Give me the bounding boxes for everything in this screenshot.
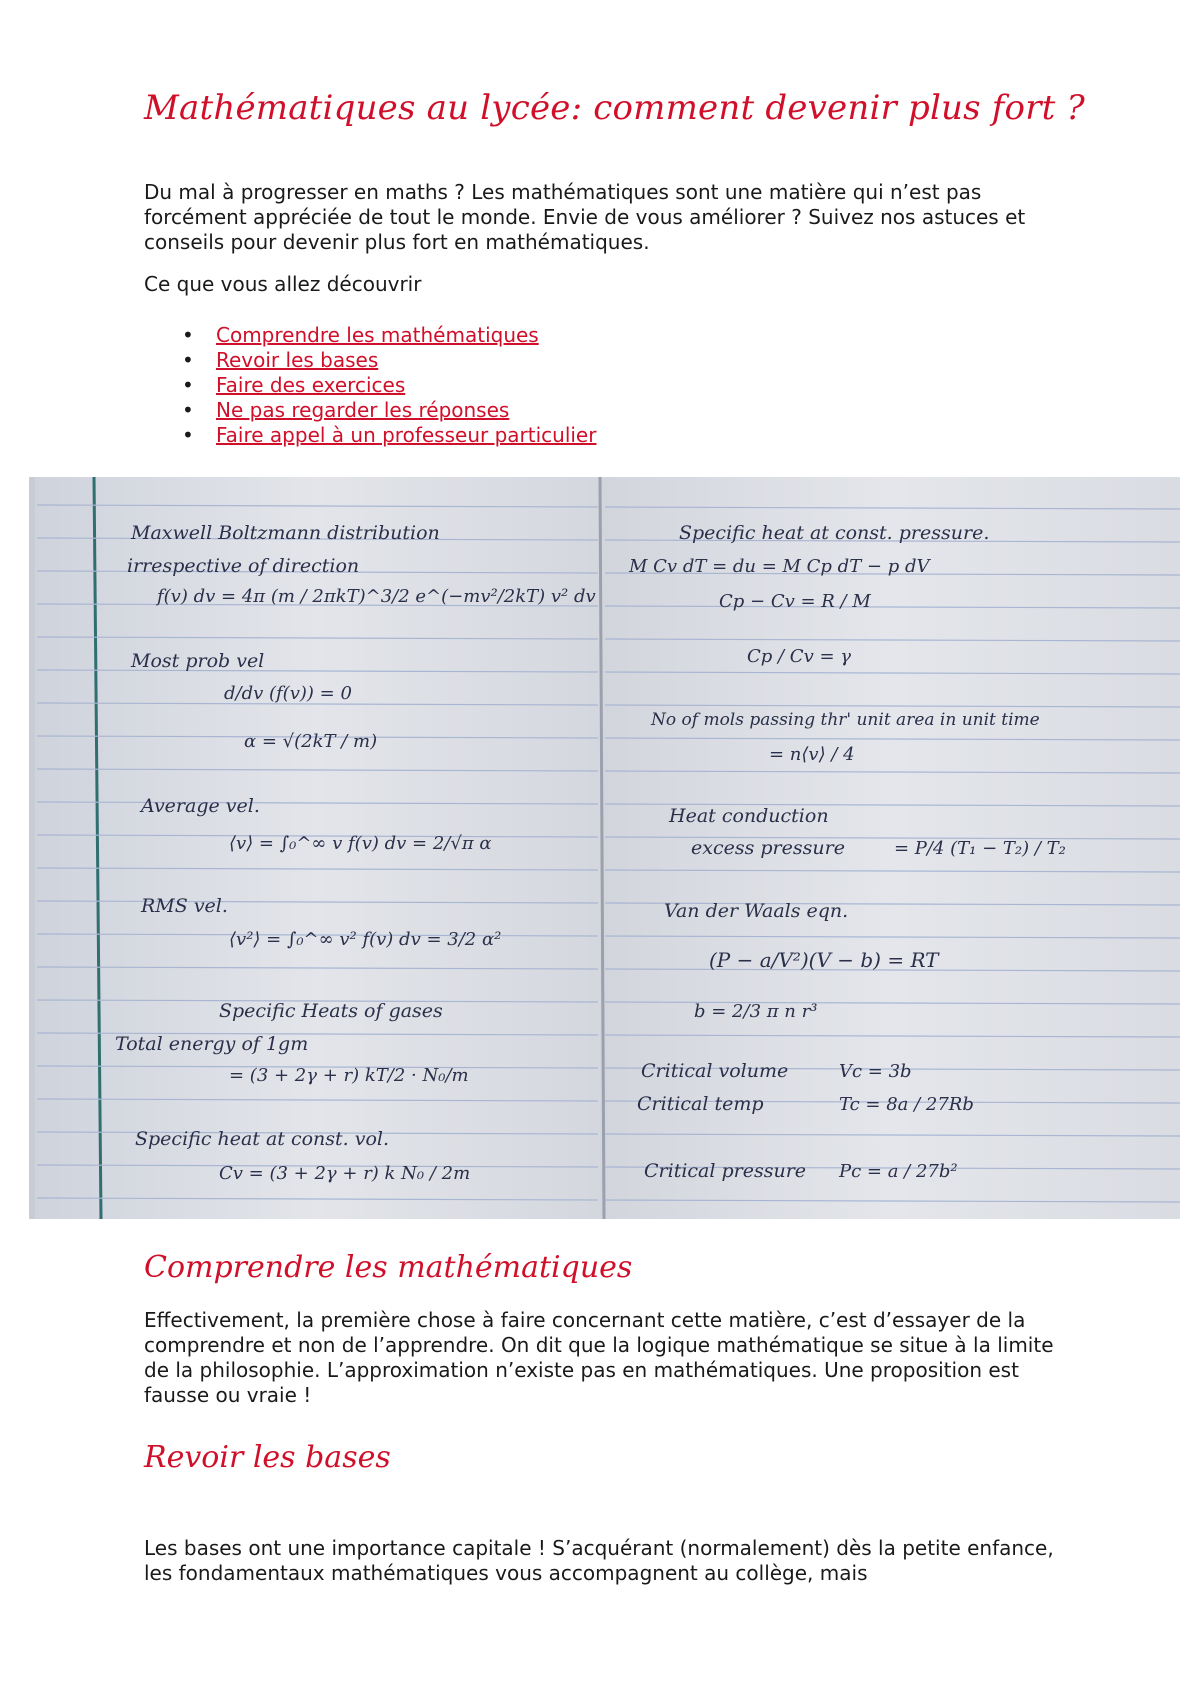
bullet-icon: • [182, 323, 194, 347]
note-text: Critical temp [637, 1093, 764, 1115]
note-text: irrespective of direction [127, 555, 360, 577]
note-text: Specific heat at const. pressure. [679, 522, 990, 544]
formula-text: α = √(2kT / m) [244, 731, 378, 752]
table-of-contents [144, 323, 596, 448]
notebook-photo [29, 477, 1180, 1219]
toc-link-professeur[interactable]: Faire appel à un professeur particulier [216, 423, 597, 447]
formula-text: = P/4 (T₁ − T₂) / T₂ [894, 838, 1066, 859]
toc-link-revoir[interactable]: Revoir les bases [216, 348, 379, 372]
note-text: Van der Waals eqn. [664, 900, 849, 922]
section-body-comprendre: Effectivement, la première chose à faire concernant cette matière, c’est d’essayer de la comprendre et non de l’apprendre. On dit que la logique mathématique se situe à la limite de la philosophie. L’approximation n’existe pas en mathématiques. Une proposition est fausse ou vraie ! [144, 1308, 1054, 1407]
toc-link-reponses[interactable]: Ne pas regarder les réponses [216, 398, 510, 422]
toc-item [144, 398, 596, 423]
formula-text: d/dv (f(v)) = 0 [224, 683, 352, 704]
note-text: RMS vel. [141, 895, 228, 917]
bullet-icon: • [182, 398, 194, 422]
formula-text: = (3 + 2γ + r) kT/2 · N₀/m [229, 1065, 469, 1086]
note-text: Total energy of 1gm [115, 1033, 309, 1055]
formula-text: f(v) dv = 4π (m / 2πkT)^3/2 e^(−mv²/2kT) v² dv [157, 586, 596, 607]
note-text: Heat conduction [669, 805, 829, 827]
note-text: Critical volume [641, 1060, 789, 1082]
toc-link-comprendre[interactable]: Comprendre les mathématiques [216, 323, 539, 347]
formula-text: ⟨v²⟩ = ∫₀^∞ v² f(v) dv = 3/2 α² [229, 929, 502, 950]
toc-item [144, 323, 596, 348]
section-body-revoir: Les bases ont une importance capitale ! S’acquérant (normalement) dès la petite enfance, les fondamentaux mathématiques vous accompagnent au collège, mais [144, 1536, 1054, 1585]
note-text: Specific Heats of gases [219, 1000, 443, 1022]
formula-text: M Cv dT = du = M Cp dT − p dV [629, 556, 930, 577]
note-text: No of mols passing thr' unit area in unit time [651, 710, 1040, 730]
formula-text: ⟨v⟩ = ∫₀^∞ v f(v) dv = 2/√π α [229, 833, 492, 854]
formula-text: = n⟨v⟩ / 4 [769, 744, 855, 765]
formula-text: b = 2/3 π n r³ [694, 1001, 818, 1022]
bullet-icon: • [182, 373, 194, 397]
bullet-icon: • [182, 423, 194, 447]
page-title: Mathématiques au lycée: comment devenir plus fort ? [144, 88, 1085, 128]
formula-text: Pc = a / 27b² [839, 1161, 958, 1182]
note-text: Specific heat at const. vol. [135, 1128, 390, 1150]
note-text: Maxwell Boltzmann distribution [131, 522, 440, 544]
formula-text: Cp / Cv = γ [747, 646, 852, 667]
toc-item [144, 423, 596, 448]
formula-text: Cp − Cv = R / M [719, 591, 871, 612]
toc-item [144, 348, 596, 373]
intro-paragraph: Du mal à progresser en maths ? Les mathématiques sont une matière qui n’est pas forcément appréciée de tout le monde. Envie de vous améliorer ? Suivez nos astuces et conseils pour devenir plus fort en mathématiques. [144, 180, 1026, 254]
note-text: Average vel. [141, 795, 260, 817]
toc-link-exercices[interactable]: Faire des exercices [216, 373, 406, 397]
note-text: Most prob vel [131, 650, 265, 672]
section-heading-revoir: Revoir les bases [144, 1440, 391, 1475]
toc-item [144, 373, 596, 398]
section-heading-comprendre: Comprendre les mathématiques [144, 1250, 633, 1285]
bullet-icon: • [182, 348, 194, 372]
formula-text: Vc = 3b [839, 1061, 912, 1082]
formula-text: Cv = (3 + 2γ + r) k N₀ / 2m [219, 1163, 471, 1184]
note-text: excess pressure [691, 837, 845, 859]
formula-text: Tc = 8a / 27Rb [839, 1094, 974, 1115]
toc-heading: Ce que vous allez découvrir [144, 272, 422, 296]
formula-text: (P − a/V²)(V − b) = RT [709, 948, 939, 972]
note-text: Critical pressure [644, 1160, 807, 1182]
